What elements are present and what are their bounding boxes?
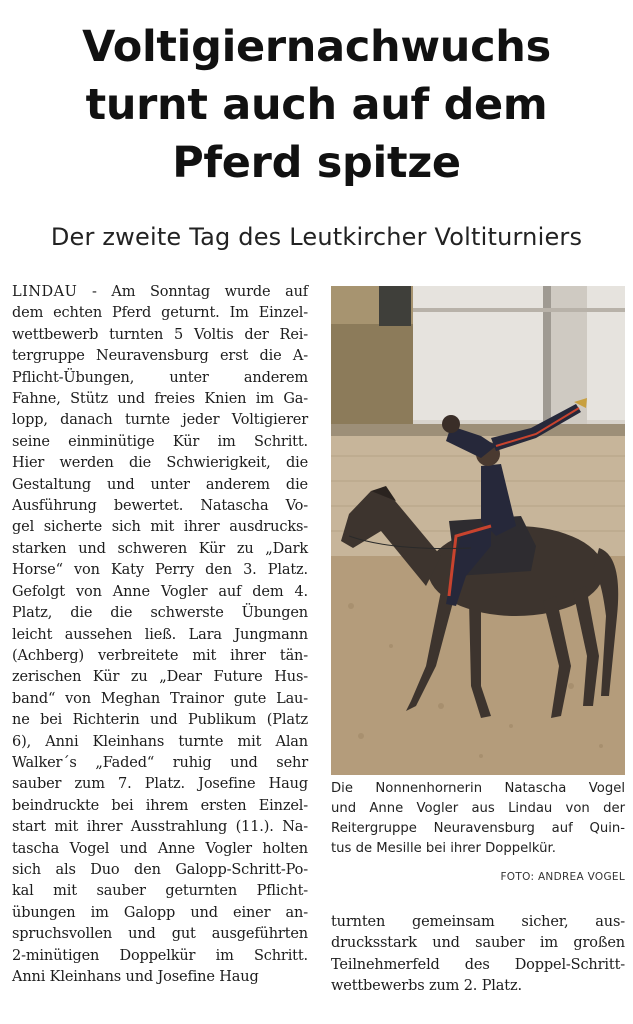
article-photo xyxy=(331,286,625,775)
text-line: starken und schweren Kür zu „Dark xyxy=(12,540,308,557)
text-segment: - Am Sonntag wurde auf xyxy=(77,284,308,300)
text-line: lopp, danach turnte jeder Voltigierer xyxy=(12,412,308,429)
text-line: tascha Vogel und Anne Vogler holten xyxy=(12,840,308,857)
text-line: Reitergruppe Neuravensburg auf Quin- xyxy=(331,821,625,836)
headline-line-1: Voltigiernachwuchs xyxy=(82,22,551,72)
text-line: Horse“ von Katy Perry den 3. Platz. xyxy=(12,562,308,579)
text-line: Fahne, Stütz und freies Knien im Ga- xyxy=(12,391,308,408)
text-line: Platz, die die schwerste Übungen xyxy=(12,605,308,622)
text-line: Gefolgt von Anne Vogler auf dem 4. xyxy=(12,583,308,600)
text-line: seine einminütige Kür im Schritt. xyxy=(12,433,308,450)
text-line: 6), Anni Kleinhans turnte mit Alan xyxy=(12,733,308,750)
text-line: kal mit sauber geturnten Pflicht- xyxy=(12,883,308,900)
photo-caption xyxy=(331,779,625,859)
text-line: zerischen Kür zu „Dear Future Hus- xyxy=(12,669,308,686)
text-line: sauber zum 7. Platz. Josefine Haug xyxy=(12,776,308,793)
text-line: sich als Duo den Galopp-Schritt-Po- xyxy=(12,861,308,878)
text-line: Anni Kleinhans und Josefine Haug xyxy=(12,969,259,985)
subheadline: Der zweite Tag des Leutkircher Voltiturniers xyxy=(50,223,583,251)
text-line: Hier werden die Schwierigkeit, die xyxy=(12,455,308,472)
text-line: Teilnehmerfeld des Doppel-Schritt- xyxy=(331,956,625,973)
vaulting-horse-photo xyxy=(331,286,625,775)
text-line: wettbewerb turnten 5 Voltis der Rei- xyxy=(12,326,308,343)
article-left-column xyxy=(12,282,308,988)
text-line: drucksstark und sauber im großen xyxy=(331,935,625,952)
text-line: 2-minütigen Doppelkür im Schritt. xyxy=(12,947,308,964)
headline-line-2: turnt auch auf dem xyxy=(85,80,548,130)
article-right-column xyxy=(331,912,625,998)
text-line: beindruckte bei ihrem ersten Einzel- xyxy=(12,797,308,814)
text-line: tus de Mesille bei ihrer Doppelkür. xyxy=(331,841,556,856)
text-line: (Achberg) verbreitete mit ihrer tän- xyxy=(12,647,308,664)
text-line: dem echten Pferd geturnt. Im Einzel- xyxy=(12,305,308,322)
text-line: gel sicherte sich mit ihrer ausdrucks- xyxy=(12,519,308,536)
text-line: Gestaltung und unter anderem die xyxy=(12,476,308,493)
text-line: start mit ihrer Ausstrahlung (11.). Na- xyxy=(12,819,308,836)
text-line: Ausführung bewertet. Natascha Vo- xyxy=(12,498,308,515)
text-line: turnten gemeinsam sicher, aus- xyxy=(331,914,625,930)
dateline: LINDAU xyxy=(12,284,78,300)
text-line: übungen im Galopp und einer an- xyxy=(12,904,308,921)
text-line: und Anne Vogler aus Lindau von der xyxy=(331,801,625,816)
photo-credit: FOTO: ANDREA VOGEL xyxy=(500,871,625,883)
text-line: wettbewerbs zum 2. Platz. xyxy=(331,978,522,995)
text-line: Die Nonnenhornerin Natascha Vogel xyxy=(331,781,625,796)
text-line: tergruppe Neuravensburg erst die A- xyxy=(12,348,308,365)
text-line: Pflicht-Übungen, unter anderem xyxy=(12,369,308,386)
text-line xyxy=(12,282,308,303)
text-line: Walker´s „Faded“ ruhig und sehr xyxy=(12,754,308,771)
text-line: band“ von Meghan Trainor gute Lau- xyxy=(12,690,308,707)
headline xyxy=(0,18,633,192)
text-line: ne bei Richterin und Publikum (Platz xyxy=(12,712,308,729)
text-line: spruchsvollen und gut ausgeführten xyxy=(12,926,308,943)
headline-line-3: Pferd spitze xyxy=(172,138,461,188)
text-line: leicht aussehen ließ. Lara Jungmann xyxy=(12,626,308,643)
